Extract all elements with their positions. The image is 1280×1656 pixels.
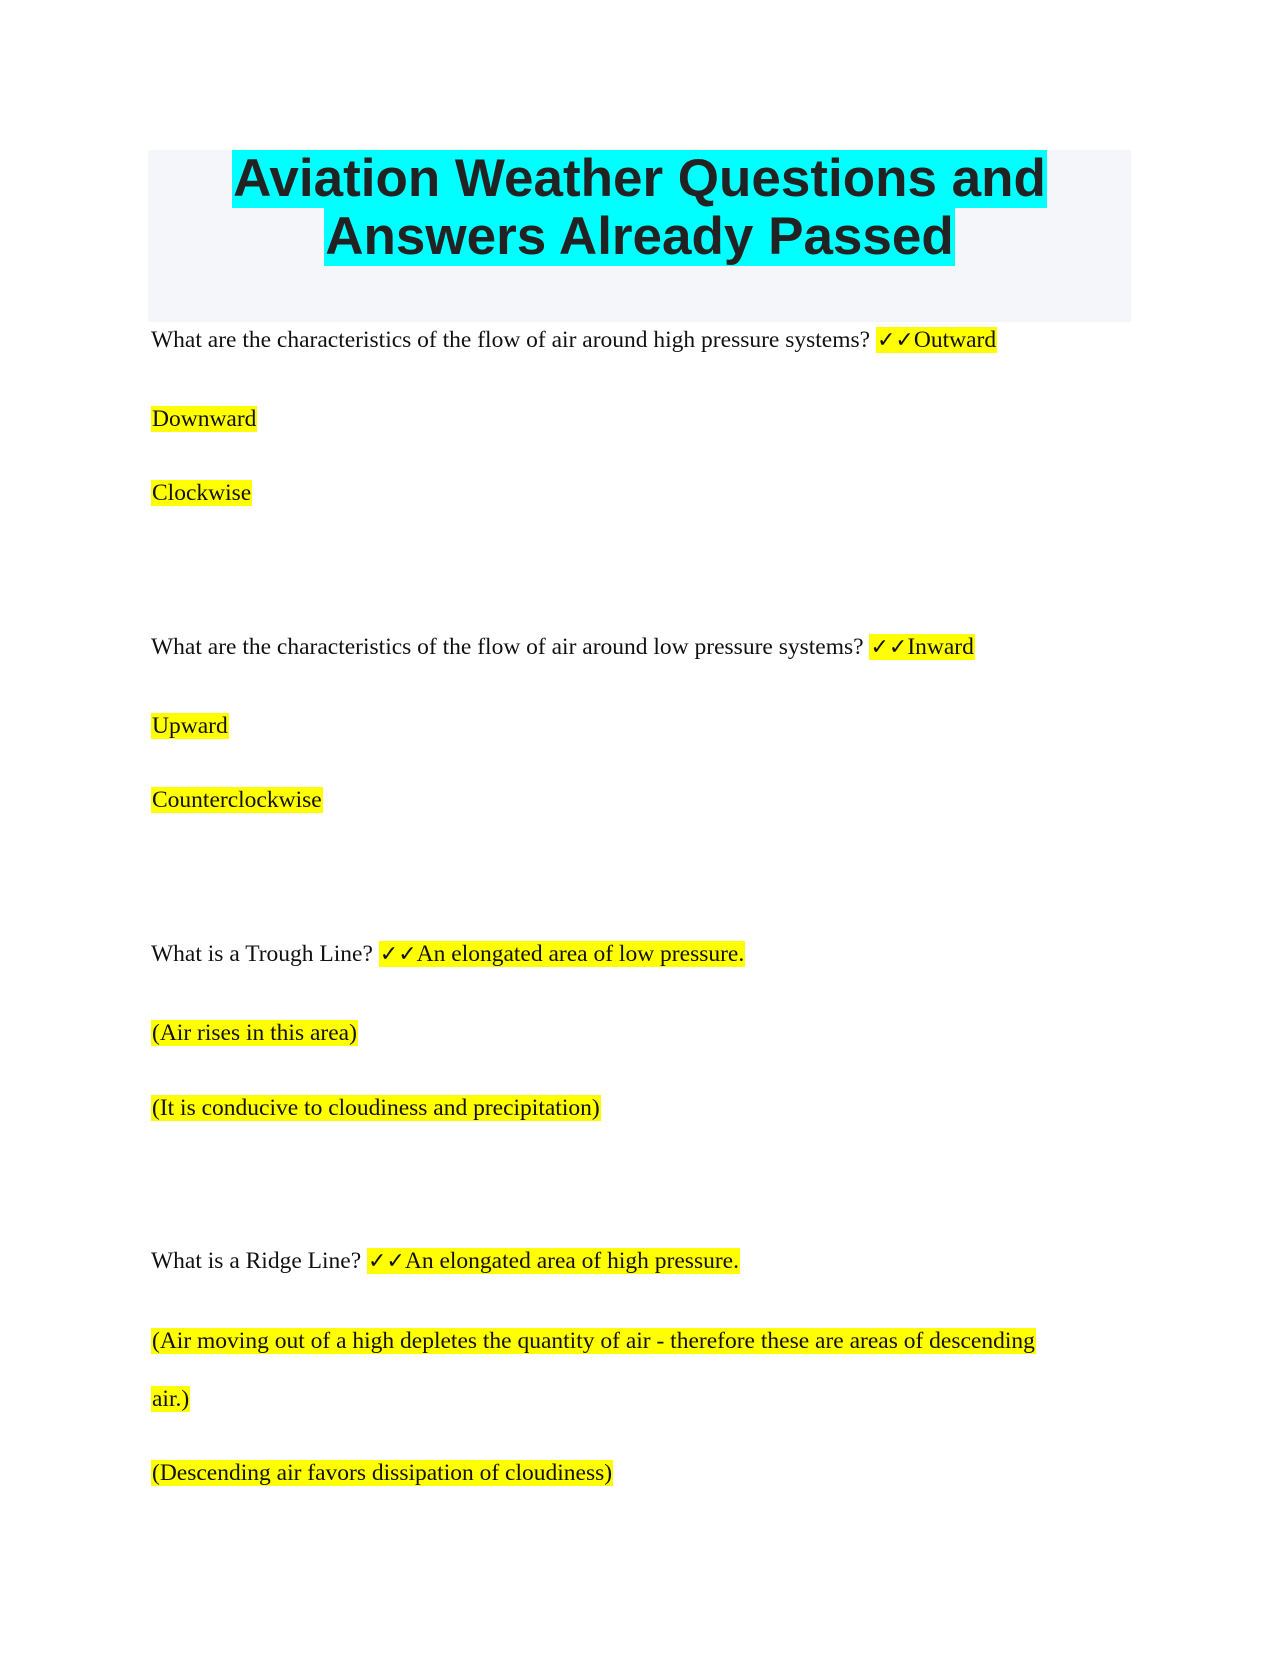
question-1 [151,325,997,356]
question-4-text: What is a Ridge Line? [151,1248,367,1274]
answer-2-extra-1: Upward [152,713,228,739]
answer-3-highlight [379,941,745,967]
answer-3-text: An elongated area of low pressure. [416,941,745,967]
answer-2-text: Inward [907,634,974,660]
check-mark-icon: ✓✓ [876,328,914,353]
answer-4-line-4 [151,1458,613,1488]
question-2 [151,632,975,663]
check-mark-icon: ✓✓ [870,635,908,660]
answer-1-extra-1: Downward [152,406,257,432]
question-3 [151,939,745,970]
question-4 [151,1246,740,1277]
answer-2-extra-2: Counterclockwise [152,787,322,813]
answer-4-highlight [367,1248,740,1274]
answer-4-extra-1: (Air moving out of a high depletes the quantity of air - therefore these are areas of descending [152,1328,1035,1354]
title-banner [148,150,1131,322]
answer-1-line-2 [151,404,257,434]
answer-2-highlight [869,634,974,660]
answer-4-text: An elongated area of high pressure. [404,1248,739,1274]
answer-3-line-3 [151,1093,601,1123]
answer-4-extra-3: (Descending air favors dissipation of cloudiness) [152,1460,613,1486]
answer-2-line-3 [151,785,323,815]
check-mark-icon: ✓✓ [379,942,417,967]
answer-1-text: Outward [913,327,997,353]
answer-3-extra-1: (Air rises in this area) [152,1020,357,1046]
answer-1-line-3 [151,478,252,508]
title-line-1: Aviation Weather Questions and [233,149,1046,208]
answer-1-highlight [876,327,997,353]
document-title [148,150,1131,266]
question-3-text: What is a Trough Line? [151,941,379,967]
question-1-text: What are the characteristics of the flow of air around high pressure systems? [151,327,876,353]
answer-2-line-2 [151,711,229,741]
check-mark-icon: ✓✓ [368,1249,405,1274]
answer-1-extra-2: Clockwise [152,480,252,506]
answer-3-line-2 [151,1018,358,1048]
answer-4-extra-2: air.) [152,1386,190,1412]
question-2-text: What are the characteristics of the flow of air around low pressure systems? [151,634,870,660]
answer-4-line-3 [151,1384,190,1414]
title-line-2: Answers Already Passed [325,207,954,266]
answer-4-line-2 [151,1326,1036,1356]
answer-3-extra-2: (It is conducive to cloudiness and precipitation) [152,1095,600,1121]
